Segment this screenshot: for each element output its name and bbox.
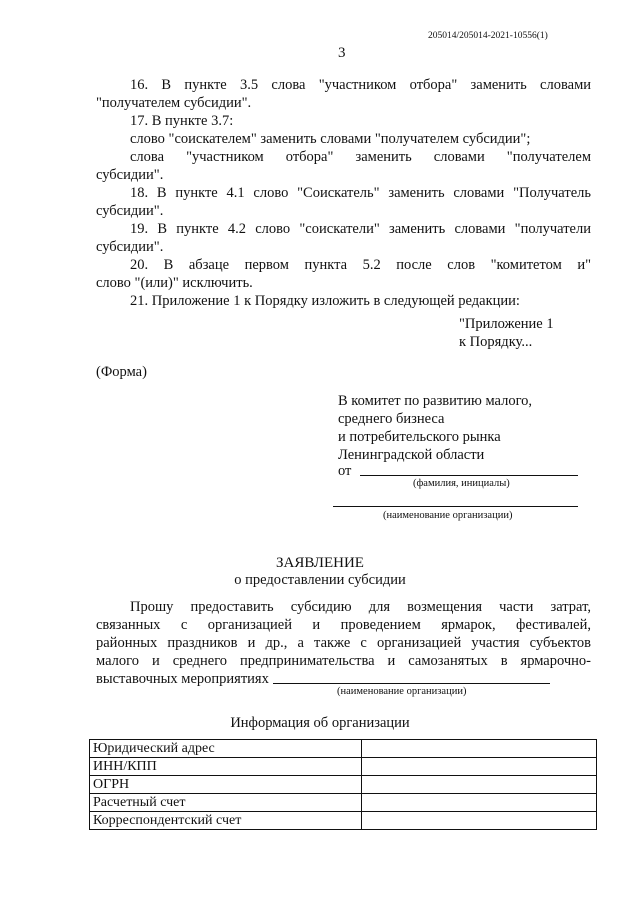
from-label: от bbox=[338, 463, 352, 479]
statement-org-field[interactable] bbox=[273, 683, 550, 684]
page-number: 3 bbox=[338, 45, 346, 61]
addressee-line-1: В комитет по развитию малого, bbox=[338, 393, 533, 409]
statement-line-2: связанных с организацией и проведением ярмарок, фестивалей, bbox=[96, 617, 591, 633]
item-17-line-1: 17. В пункте 3.7: bbox=[130, 113, 234, 129]
addressee-line-4: Ленинградской области bbox=[338, 447, 485, 463]
table-row bbox=[90, 776, 597, 794]
table-row bbox=[90, 740, 597, 758]
info-heading: Информация об организации bbox=[230, 715, 410, 731]
table-row bbox=[90, 758, 597, 776]
ogrn-value[interactable] bbox=[362, 776, 597, 794]
addressee-line-3: и потребительского рынка bbox=[338, 429, 501, 445]
item-19-line-2: субсидии". bbox=[96, 239, 164, 255]
table-row bbox=[90, 812, 597, 830]
applicant-org-field[interactable] bbox=[333, 506, 578, 507]
applicant-name-field[interactable] bbox=[360, 475, 578, 476]
statement-subtitle: о предоставлении субсидии bbox=[234, 572, 406, 588]
item-17-line-2: слово "соискателем" заменить словами "получателем субсидии"; bbox=[130, 131, 531, 147]
item-16-line-2: "получателем субсидии". bbox=[96, 95, 252, 111]
settlement-account-value[interactable] bbox=[362, 794, 597, 812]
statement-title: ЗАЯВЛЕНИЕ bbox=[276, 555, 364, 571]
item-20-line-1: 20. В абзаце первом пункта 5.2 после слов "комитетом и" bbox=[130, 257, 591, 273]
item-17-line-3: слова "участником отбора" заменить словами "получателем bbox=[130, 149, 591, 165]
table-row bbox=[90, 794, 597, 812]
item-20-line-2: слово "(или)" исключить. bbox=[96, 275, 253, 291]
item-17-line-4: субсидии". bbox=[96, 167, 164, 183]
item-18-line-2: субсидии". bbox=[96, 203, 164, 219]
applicant-name-caption: (фамилия, инициалы) bbox=[413, 478, 510, 489]
inn-kpp-value[interactable] bbox=[362, 758, 597, 776]
item-18-line-1: 18. В пункте 4.1 слово "Соискатель" заменить словами "Получатель bbox=[130, 185, 591, 201]
organization-info-table bbox=[89, 739, 597, 830]
ogrn-label: ОГРН bbox=[90, 776, 362, 794]
statement-line-1: Прошу предоставить субсидию для возмещения части затрат, bbox=[130, 599, 591, 615]
appendix-subtitle: к Порядку... bbox=[459, 334, 533, 350]
legal-address-label: Юридический адрес bbox=[90, 740, 362, 758]
document-number: 205014/205014-2021-10556(1) bbox=[428, 31, 548, 41]
form-label: (Форма) bbox=[96, 364, 147, 380]
statement-line-3: районных праздников и др., а также с организацией участия субъектов bbox=[96, 635, 591, 651]
item-16-line-1: 16. В пункте 3.5 слова "участником отбора" заменить словами bbox=[130, 77, 591, 93]
settlement-account-label: Расчетный счет bbox=[90, 794, 362, 812]
appendix-title: "Приложение 1 bbox=[459, 316, 554, 332]
statement-org-caption: (наименование организации) bbox=[337, 686, 467, 697]
item-21-line-1: 21. Приложение 1 к Порядку изложить в следующей редакции: bbox=[130, 293, 520, 309]
correspondent-account-value[interactable] bbox=[362, 812, 597, 830]
statement-line-5: выставочных мероприятиях bbox=[96, 671, 269, 687]
legal-address-value[interactable] bbox=[362, 740, 597, 758]
item-19-line-1: 19. В пункте 4.2 слово "соискатели" заменить словами "получатели bbox=[130, 221, 591, 237]
inn-kpp-label: ИНН/КПП bbox=[90, 758, 362, 776]
applicant-org-caption: (наименование организации) bbox=[383, 510, 513, 521]
statement-line-4: малого и среднего предпринимательства и самозанятых в ярмарочно- bbox=[96, 653, 591, 669]
correspondent-account-label: Корреспондентский счет bbox=[90, 812, 362, 830]
addressee-line-2: среднего бизнеса bbox=[338, 411, 445, 427]
